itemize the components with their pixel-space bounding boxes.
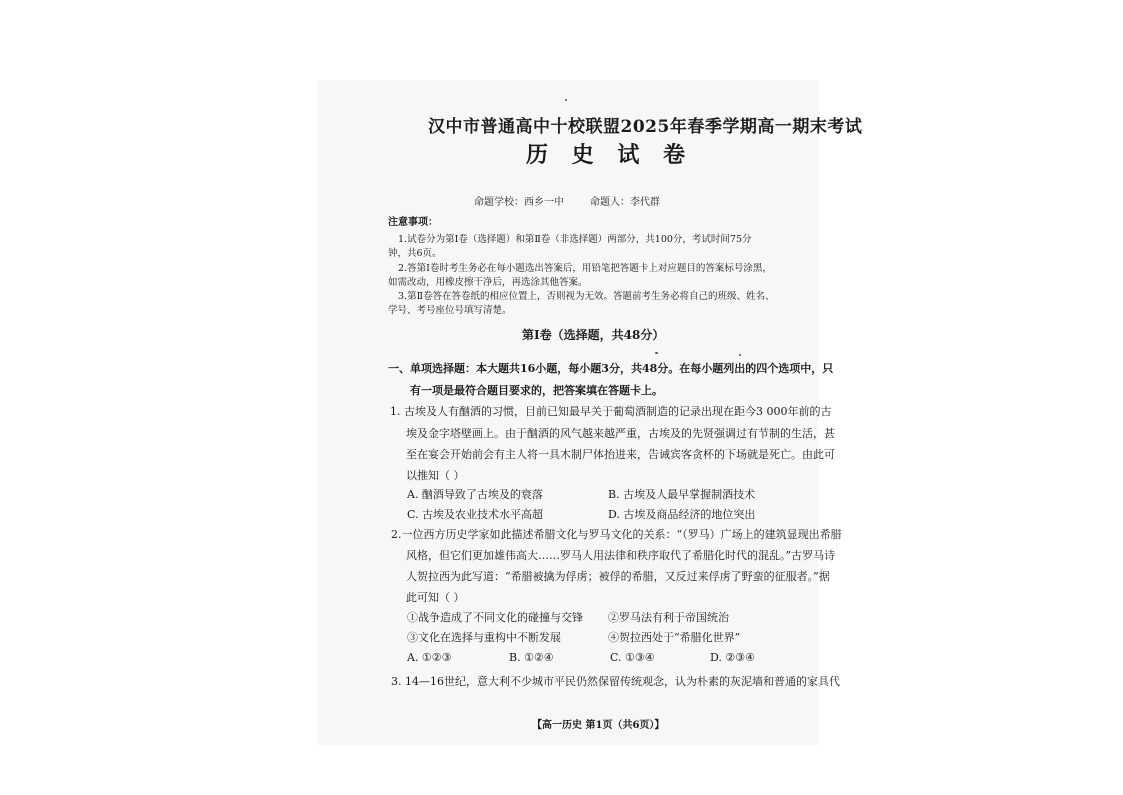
question-2-text: 风格，但它们更加雄伟高大……罗马人用法律和秩序取代了希腊化时代的混乱。”古罗马诗 — [406, 549, 836, 562]
question-1-text: 以推知（ ） — [406, 469, 465, 482]
notice-line: 学号、考号座位号填写清楚。 — [388, 305, 512, 316]
question-2-item-1: ①战争造成了不同文化的碰撞与交锋 — [407, 611, 583, 624]
question-1-option-a: A. 酗酒导致了古埃及的衰落 — [407, 488, 543, 501]
question-2-item-4: ④贺拉西处于“希腊化世界” — [608, 631, 741, 644]
question-1-option-b: B. 古埃及人最早掌握制酒技术 — [608, 488, 756, 501]
question-2-option-d: D. ②③④ — [710, 651, 756, 664]
question-2-item-2: ②罗马法有利于帝国统治 — [608, 611, 729, 624]
part-instructions: 有一项是最符合题目要求的，把答案填在答题卡上。 — [410, 384, 663, 397]
question-1-text: 至在宴会开始前会有主人将一具木制尸体抬进来，告诫宾客贪杯的下场就是死亡。由此可 — [406, 448, 835, 461]
question-2-option-a: A. ①②③ — [407, 651, 452, 664]
question-2-text: 2.一位西方历史学家如此描述希腊文化与罗马文化的关系：“（罗马）广场上的建筑显现出希腊 — [391, 528, 842, 541]
setter-school: 命题学校：西乡一中 — [474, 197, 564, 208]
question-2-option-b: B. ①②④ — [509, 651, 554, 664]
notice-line: 2.答第Ⅰ卷时考生务必在每小题选出答案后，用铅笔把答题卡上对应题目的答案标号涂黑， — [398, 263, 772, 274]
notice-line: 3.第Ⅱ卷答在答卷纸的相应位置上，否则视为无效。答题前考生务必将自己的班级、姓名、 — [398, 291, 775, 302]
scan-speck — [565, 99, 567, 101]
question-1-text: 1. 古埃及人有酗酒的习惯，目前已知最早关于葡萄酒制造的记录出现在距今3 000年前的古 — [390, 405, 832, 418]
question-1-option-d: D. 古埃及商品经济的地位突出 — [608, 508, 756, 521]
page-footer: 【高一历史 第1页（共6页）】 — [532, 720, 665, 731]
subject-title: 历 史 试 卷 — [526, 142, 693, 168]
part-instructions: 一、单项选择题：本大题共16小题，每小题3分，共48分。在每小题列出的四个选项中，只 — [388, 362, 834, 375]
question-1-text: 埃及金字塔壁画上。由于酗酒的风气越来越严重，古埃及的先贤强调过有节制的生活，甚 — [406, 427, 835, 440]
section-title: 第Ⅰ卷（选择题，共48分） — [522, 328, 665, 342]
question-3-text: 3. 14—16世纪，意大利不少城市平民仍然保留传统观念，认为朴素的灰泥墙和普通的家具代 — [391, 675, 840, 688]
notice-line: 如需改动，用橡皮擦干净后，再选涂其他答案。 — [388, 277, 588, 288]
question-2-text: 人贺拉西为此写道：“希腊被擒为俘虏；被俘的希腊，又反过来俘虏了野蛮的征服者。”据 — [406, 570, 830, 583]
notice-heading: 注意事项： — [388, 217, 438, 228]
question-2-text: 此可知（ ） — [406, 591, 465, 604]
question-1-option-c: C. 古埃及农业技术水平高超 — [407, 508, 544, 521]
exam-title: 汉中市普通高中十校联盟2025年春季学期高一期末考试 — [428, 117, 863, 137]
question-2-item-3: ③文化在选择与重构中不断发展 — [407, 631, 561, 644]
scan-speck — [739, 354, 741, 356]
question-2-option-c: C. ①③④ — [610, 651, 655, 664]
notice-line: 钟，共6页。 — [388, 248, 442, 259]
scan-speck — [655, 352, 658, 354]
notice-line: 1.试卷分为第Ⅰ卷（选择题）和第Ⅱ卷（非选择题）两部分，共100分，考试时间75分 — [398, 234, 752, 245]
setter-name: 命题人：李代群 — [590, 197, 660, 208]
